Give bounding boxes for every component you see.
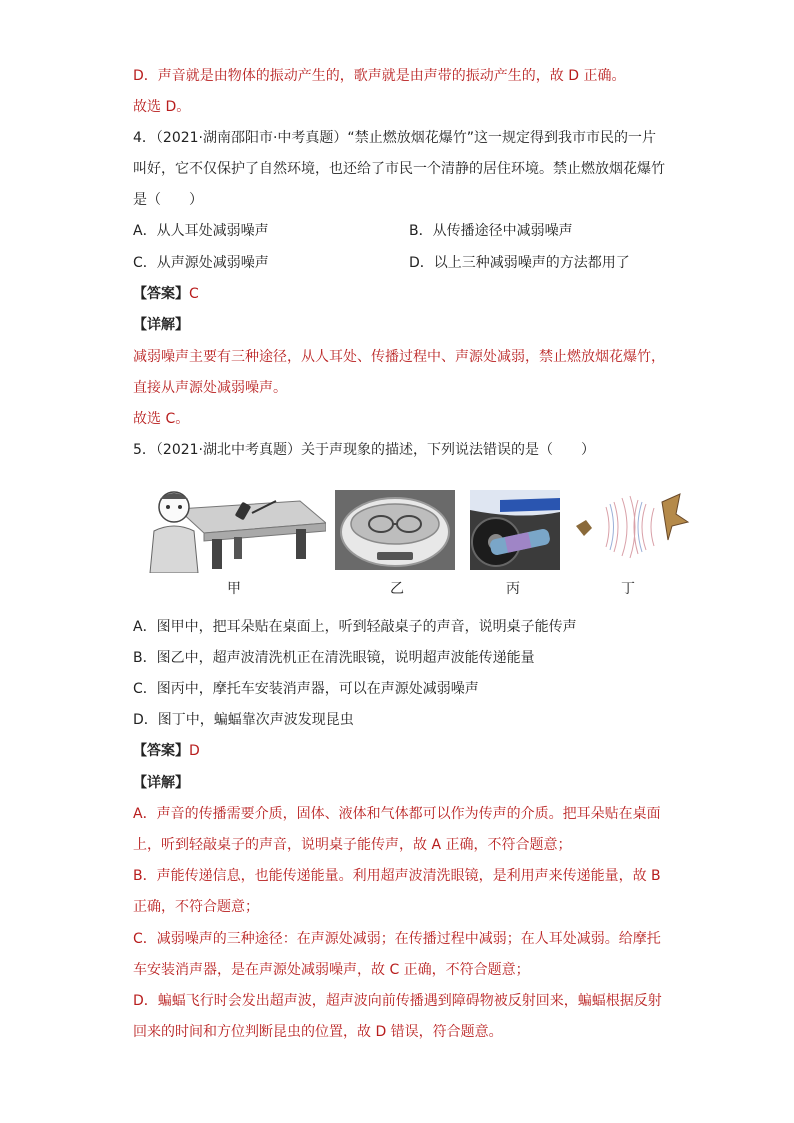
figure-caption-yi: 乙 [390,581,404,597]
q4-stem-line3: 是（ ） [133,192,203,208]
q4-detail-line1: 减弱噪声主要有三种途径，从人耳处、传播过程中、声源处减弱，禁止燃放烟花爆竹， [133,349,665,365]
q5-detail-line: 车安装消声器，是在声源处减弱噪声，故 C 正确，不符合题意； [133,962,530,978]
q5-detail-line: 正确，不符合题意； [133,899,259,915]
q5-answer-label: 【答案】 [133,743,189,759]
q5-option-b: B．图乙中，超声波清洗机正在清洗眼镜，说明超声波能传递能量 [133,650,535,666]
q5-detail-line: C．减弱噪声的三种途径：在声源处减弱；在传播过程中减弱；在人耳处减弱。给摩托 [133,931,661,947]
figure-caption-bing: 丙 [506,581,520,597]
prev-conclusion: 故选 D。 [133,99,191,115]
q4-option-a: A．从人耳处减弱噪声 [133,223,269,239]
q4-detail-label: 【详解】 [133,317,189,333]
q5-detail-line: D．蝙蝠飞行时会发出超声波，超声波向前传播遇到障碍物被反射回来，蝙蝠根据反射 [133,993,662,1009]
q4-conclusion: 故选 C。 [133,411,190,427]
prev-option-d-explanation: D．声音就是由物体的振动产生的，歌声就是由声带的振动产生的，故 D 正确。 [133,68,626,84]
figure-caption-ding: 丁 [621,581,635,597]
figure-caption-jia: 甲 [227,581,241,597]
q5-option-d: D．图丁中，蝙蝠靠次声波发现昆虫 [133,712,354,728]
q4-detail-line2: 直接从声源处减弱噪声。 [133,380,287,396]
q4-answer-value: C [189,286,199,302]
q5-answer-value: D [189,743,200,759]
figure-yi-ultrasonic-cleaner [335,490,455,570]
q4-answer-label: 【答案】 [133,286,189,302]
q4-answer [133,284,199,304]
q5-option-c: C．图丙中，摩托车安装消声器，可以在声源处减弱噪声 [133,681,479,697]
figure-jia-ear-on-table [140,487,326,573]
q4-stem-line1: 4．（2021·湖南邵阳市·中考真题）“禁止燃放烟花爆竹”这一规定得到我市市民的一片 [133,130,656,146]
q4-option-b: B．从传播途径中减弱噪声 [409,223,573,239]
q5-detail-line: 上，听到轻敲桌子的声音，说明桌子能传声，故 A 正确，不符合题意； [133,837,572,853]
q4-stem-line2: 叫好，它不仅保护了自然环境，也还给了市民一个清静的居住环境。禁止燃放烟花爆竹 [133,161,665,177]
q5-stem: 5．（2021·湖北中考真题）关于声现象的描述，下列说法错误的是（ ） [133,442,595,458]
figure-bing-motorcycle-muffler [470,490,560,570]
q5-detail-label: 【详解】 [133,775,189,791]
q5-detail-line: A．声音的传播需要介质，固体、液体和气体都可以作为传声的介质。把耳朵贴在桌面 [133,806,661,822]
q5-option-a: A．图甲中，把耳朵贴在桌面上，听到轻敲桌子的声音，说明桌子能传声 [133,619,577,635]
figure-ding-bat-echolocation [572,492,694,562]
q4-option-d: D．以上三种减弱噪声的方法都用了 [409,255,630,271]
q5-answer [133,741,200,761]
q5-detail-line: B．声能传递信息，也能传递能量。利用超声波清洗眼镜，是利用声来传递能量，故 B [133,868,661,884]
q5-detail-line: 回来的时间和方位判断昆虫的位置，故 D 错误，符合题意。 [133,1024,503,1040]
q4-option-c: C．从声源处减弱噪声 [133,255,269,271]
